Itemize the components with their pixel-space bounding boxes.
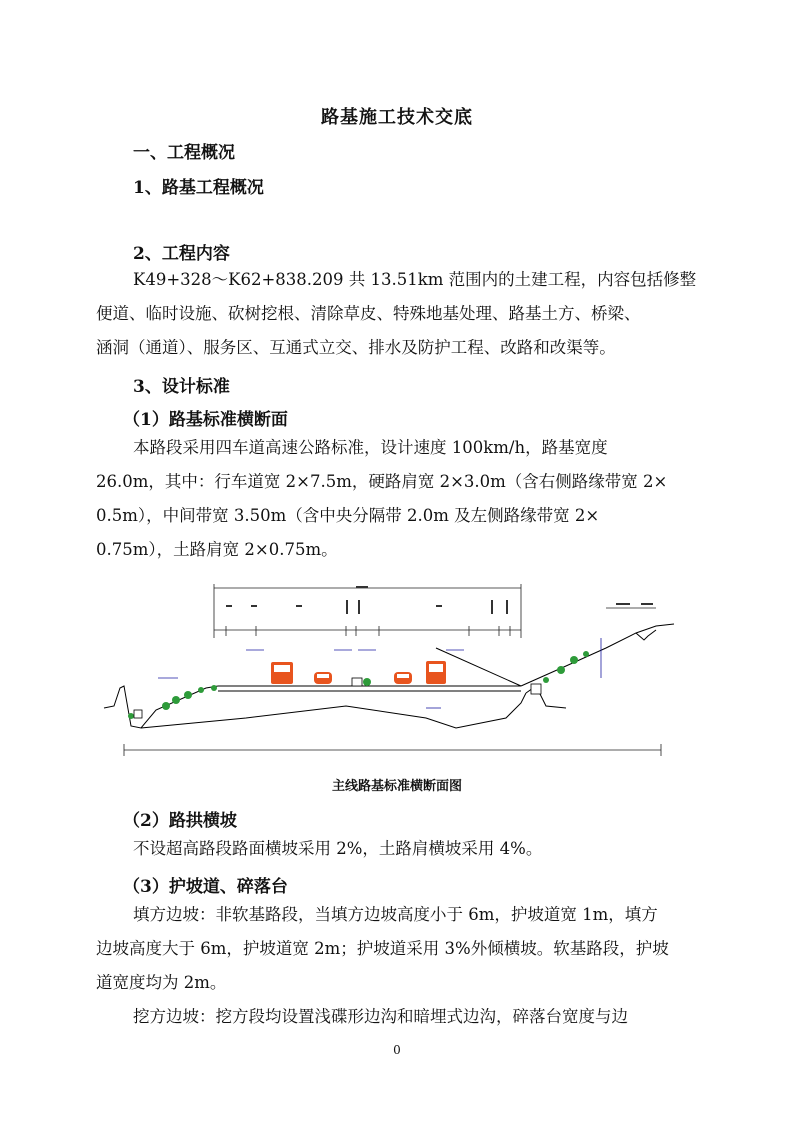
paragraph-line: 本路段采用四车道高速公路标准，设计速度 100km/h，路基宽度 bbox=[133, 438, 608, 457]
page-number: 0 bbox=[393, 1043, 401, 1057]
cross-section-figure bbox=[96, 578, 696, 760]
paragraph-line: 边坡高度大于 6m，护坡道宽 2m；护坡道采用 3%外倾横坡。软基路段，护坡 bbox=[96, 939, 669, 958]
subsection-heading-cross-section: （1）路基标准横断面 bbox=[123, 410, 288, 430]
paragraph-line: 0.5m），中间带宽 3.50m（含中央分隔带 2.0m 及左侧路缘带宽 2× bbox=[96, 506, 600, 525]
section-heading-subgrade-overview: 1、路基工程概况 bbox=[133, 178, 264, 198]
document-title: 路基施工技术交底 bbox=[321, 107, 473, 128]
embankment-outline bbox=[104, 624, 674, 728]
median-strip bbox=[352, 678, 371, 686]
paragraph-line: K49+328～K62+838.209 共 13.51km 范围内的土建工程，内容包括修整 bbox=[133, 270, 697, 289]
dimension-marks bbox=[226, 586, 653, 614]
drains bbox=[134, 684, 541, 718]
section-heading-design-standard: 3、设计标准 bbox=[133, 377, 230, 397]
section-heading-content: 2、工程内容 bbox=[133, 244, 230, 264]
subsection-heading-crown-slope: （2）路拱横坡 bbox=[123, 811, 237, 831]
dimension-lines bbox=[124, 584, 661, 756]
section-heading-overview: 一、工程概况 bbox=[133, 143, 235, 163]
level-markers bbox=[158, 638, 601, 708]
paragraph-line: 0.75m），土路肩宽 2×0.75m。 bbox=[96, 540, 338, 559]
paragraph-line: 填方边坡：非软基路段，当填方边坡高度小于 6m，护坡道宽 1m，填方 bbox=[133, 905, 658, 924]
paragraph-line: 便道、临时设施、砍树挖根、清除草皮、特殊地基处理、路基土方、桥梁、 bbox=[96, 304, 641, 323]
paragraph-line: 挖方边坡：挖方段均设置浅碟形边沟和暗埋式边沟，碎落台宽度与边 bbox=[133, 1007, 628, 1026]
paragraph-line: 涵洞（通道）、服务区、互通式立交、排水及防护工程、改路和改渠等。 bbox=[96, 338, 616, 357]
paragraph-line: 道宽度均为 2m。 bbox=[96, 973, 227, 992]
figure-caption: 主线路基标准横断面图 bbox=[331, 779, 462, 794]
paragraph-line: 26.0m，其中：行车道宽 2×7.5m，硬路肩宽 2×3.0m（含右侧路缘带宽 2× bbox=[96, 472, 668, 491]
paragraph-line: 不设超高路段路面横坡采用 2%，土路肩横坡采用 4%。 bbox=[133, 839, 543, 858]
subsection-heading-berm: （3）护坡道、碎落台 bbox=[123, 877, 288, 897]
